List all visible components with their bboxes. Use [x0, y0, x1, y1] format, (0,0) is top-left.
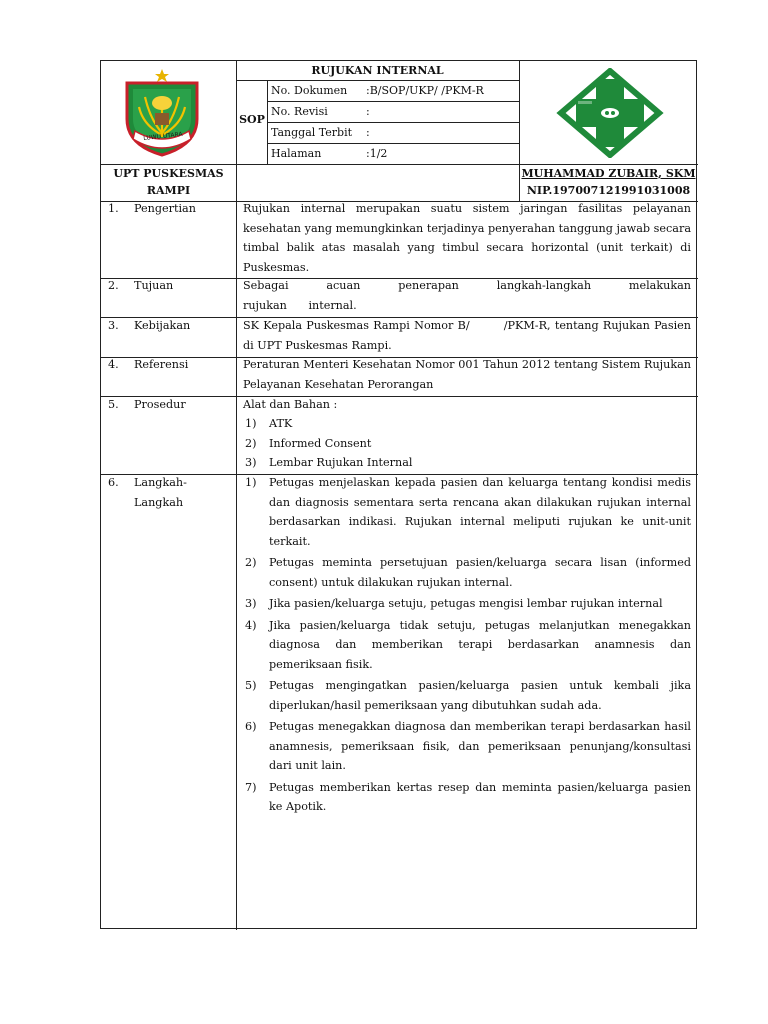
regency-logo [117, 67, 221, 159]
luwu-utara-emblem-icon [117, 67, 221, 159]
row-label-prosedur: Prosedur [134, 398, 186, 411]
meta-label-revisi: No. Revisi [271, 105, 328, 118]
logo-banner-text: LUWU UTARA [143, 130, 183, 143]
meta-value-revisi: : [366, 105, 370, 118]
row-text-pengertian: Rujukan internal merupakan suatu sistem jaringan fasilitas pelayanan kesehatan yang memungkinkan terjadinya penyerahan tanggung jawab secara timbal balik atas masalah yang timbul secara horizontal (unit terkait) di Puskesmas. [243, 202, 691, 274]
signer-name: MUHAMMAD ZUBAIR, SKM [521, 167, 696, 180]
list-item: 5) Petugas mengingatkan pasien/keluarga pasien untuk kembali jika diperlukan/hasil pemeriksaan yang dibutuhkan sudah ada. [245, 679, 691, 712]
list-item: 7) Petugas memberikan kertas resep dan meminta pasien/keluarga pasien ke Apotik. [245, 780, 691, 813]
meta-value-terbit: : [366, 126, 370, 139]
signer-block [519, 165, 698, 199]
row-label-langkah-line1: Langkah- [134, 476, 187, 489]
meta-label-dokumen: No. Dokumen [271, 84, 348, 97]
row-label-tujuan: Tujuan [134, 279, 174, 292]
list-item: 1) ATK [245, 417, 293, 430]
row-number: 3. [108, 319, 119, 332]
row-text-kebijakan: SK Kepala Puskesmas Rampi Nomor B/ /PKM-R, tentang Rujukan Pasien di UPT Puskesmas Rampi. [243, 319, 695, 352]
list-item: 4) Jika pasien/keluarga tidak setuju, petugas melanjutkan menegakkan diagnosa dan memberikan terapi berdasarkan anamnesis dan pemeriksaan fisik. [245, 618, 691, 671]
row-label-langkah [134, 473, 187, 512]
list-item: 2) Informed Consent [245, 436, 372, 450]
meta-label-halaman: Halaman [271, 147, 322, 160]
row-text-tujuan: Sebagai acuan penerapan langkah-langkah melakukan rujukan internal. [243, 279, 691, 312]
sop-label: SOP [239, 113, 265, 126]
list-item: 6) Petugas menegakkan diagnosa dan memberikan terapi berdasarkan hasil anamnesis, pemeriksaan fisik, dan pemeriksaan penunjang/konsultasi dari unit lain. [245, 720, 691, 772]
sop-document [100, 60, 697, 929]
prosedur-intro: Alat dan Bahan : [243, 398, 338, 411]
unit-name-line1: UPT PUSKESMAS [113, 167, 224, 180]
unit-name [101, 165, 236, 199]
langkah-list [245, 473, 691, 817]
list-item: 1) Petugas menjelaskan kepada pasien dan keluarga tentang kondisi medis dan diagnosis sementara serta rencana akan dilakukan rujukan internal berdasarkan indikasi. Rujukan internal meliputi rujukan ke unit-unit terkait. [245, 476, 691, 548]
signer-nip: NIP.197007121991031008 [526, 184, 691, 197]
list-item: 3) Lembar Rujukan Internal [245, 456, 413, 469]
row-label-referensi: Referensi [134, 358, 189, 371]
row-number: 2. [108, 279, 119, 292]
row-number: 4. [108, 358, 119, 371]
row-number: 1. [108, 202, 119, 215]
puskesmas-logo [556, 68, 664, 158]
row-number: 6. [108, 476, 119, 489]
unit-name-line2: RAMPI [146, 184, 191, 197]
meta-label-terbit: Tanggal Terbit [271, 126, 353, 139]
row-label-langkah-line2: Langkah [134, 495, 184, 509]
row-number: 5. [108, 398, 119, 411]
row-label-pengertian: Pengertian [134, 202, 196, 215]
meta-value-dokumen: :B/SOP/UKP/ /PKM-R [366, 84, 484, 97]
prosedur-list [245, 414, 691, 473]
column-divider-left [236, 61, 237, 930]
list-item: 2) Petugas meminta persetujuan pasien/keluarga secara lisan (informed consent) untuk dilakukan rujukan internal. [245, 556, 691, 589]
meta-value-halaman: :1/2 [366, 147, 388, 160]
list-item: 3) Jika pasien/keluarga setuju, petugas mengisi lembar rujukan internal [245, 597, 663, 610]
puskesmas-cross-icon [556, 68, 664, 158]
row-text-referensi: Peraturan Menteri Kesehatan Nomor 001 Tahun 2012 tentang Sistem Rujukan Pelayanan Kesehatan Perorangan [243, 358, 691, 391]
document-title: RUJUKAN INTERNAL [311, 64, 444, 77]
row-label-kebijakan: Kebijakan [134, 319, 191, 332]
